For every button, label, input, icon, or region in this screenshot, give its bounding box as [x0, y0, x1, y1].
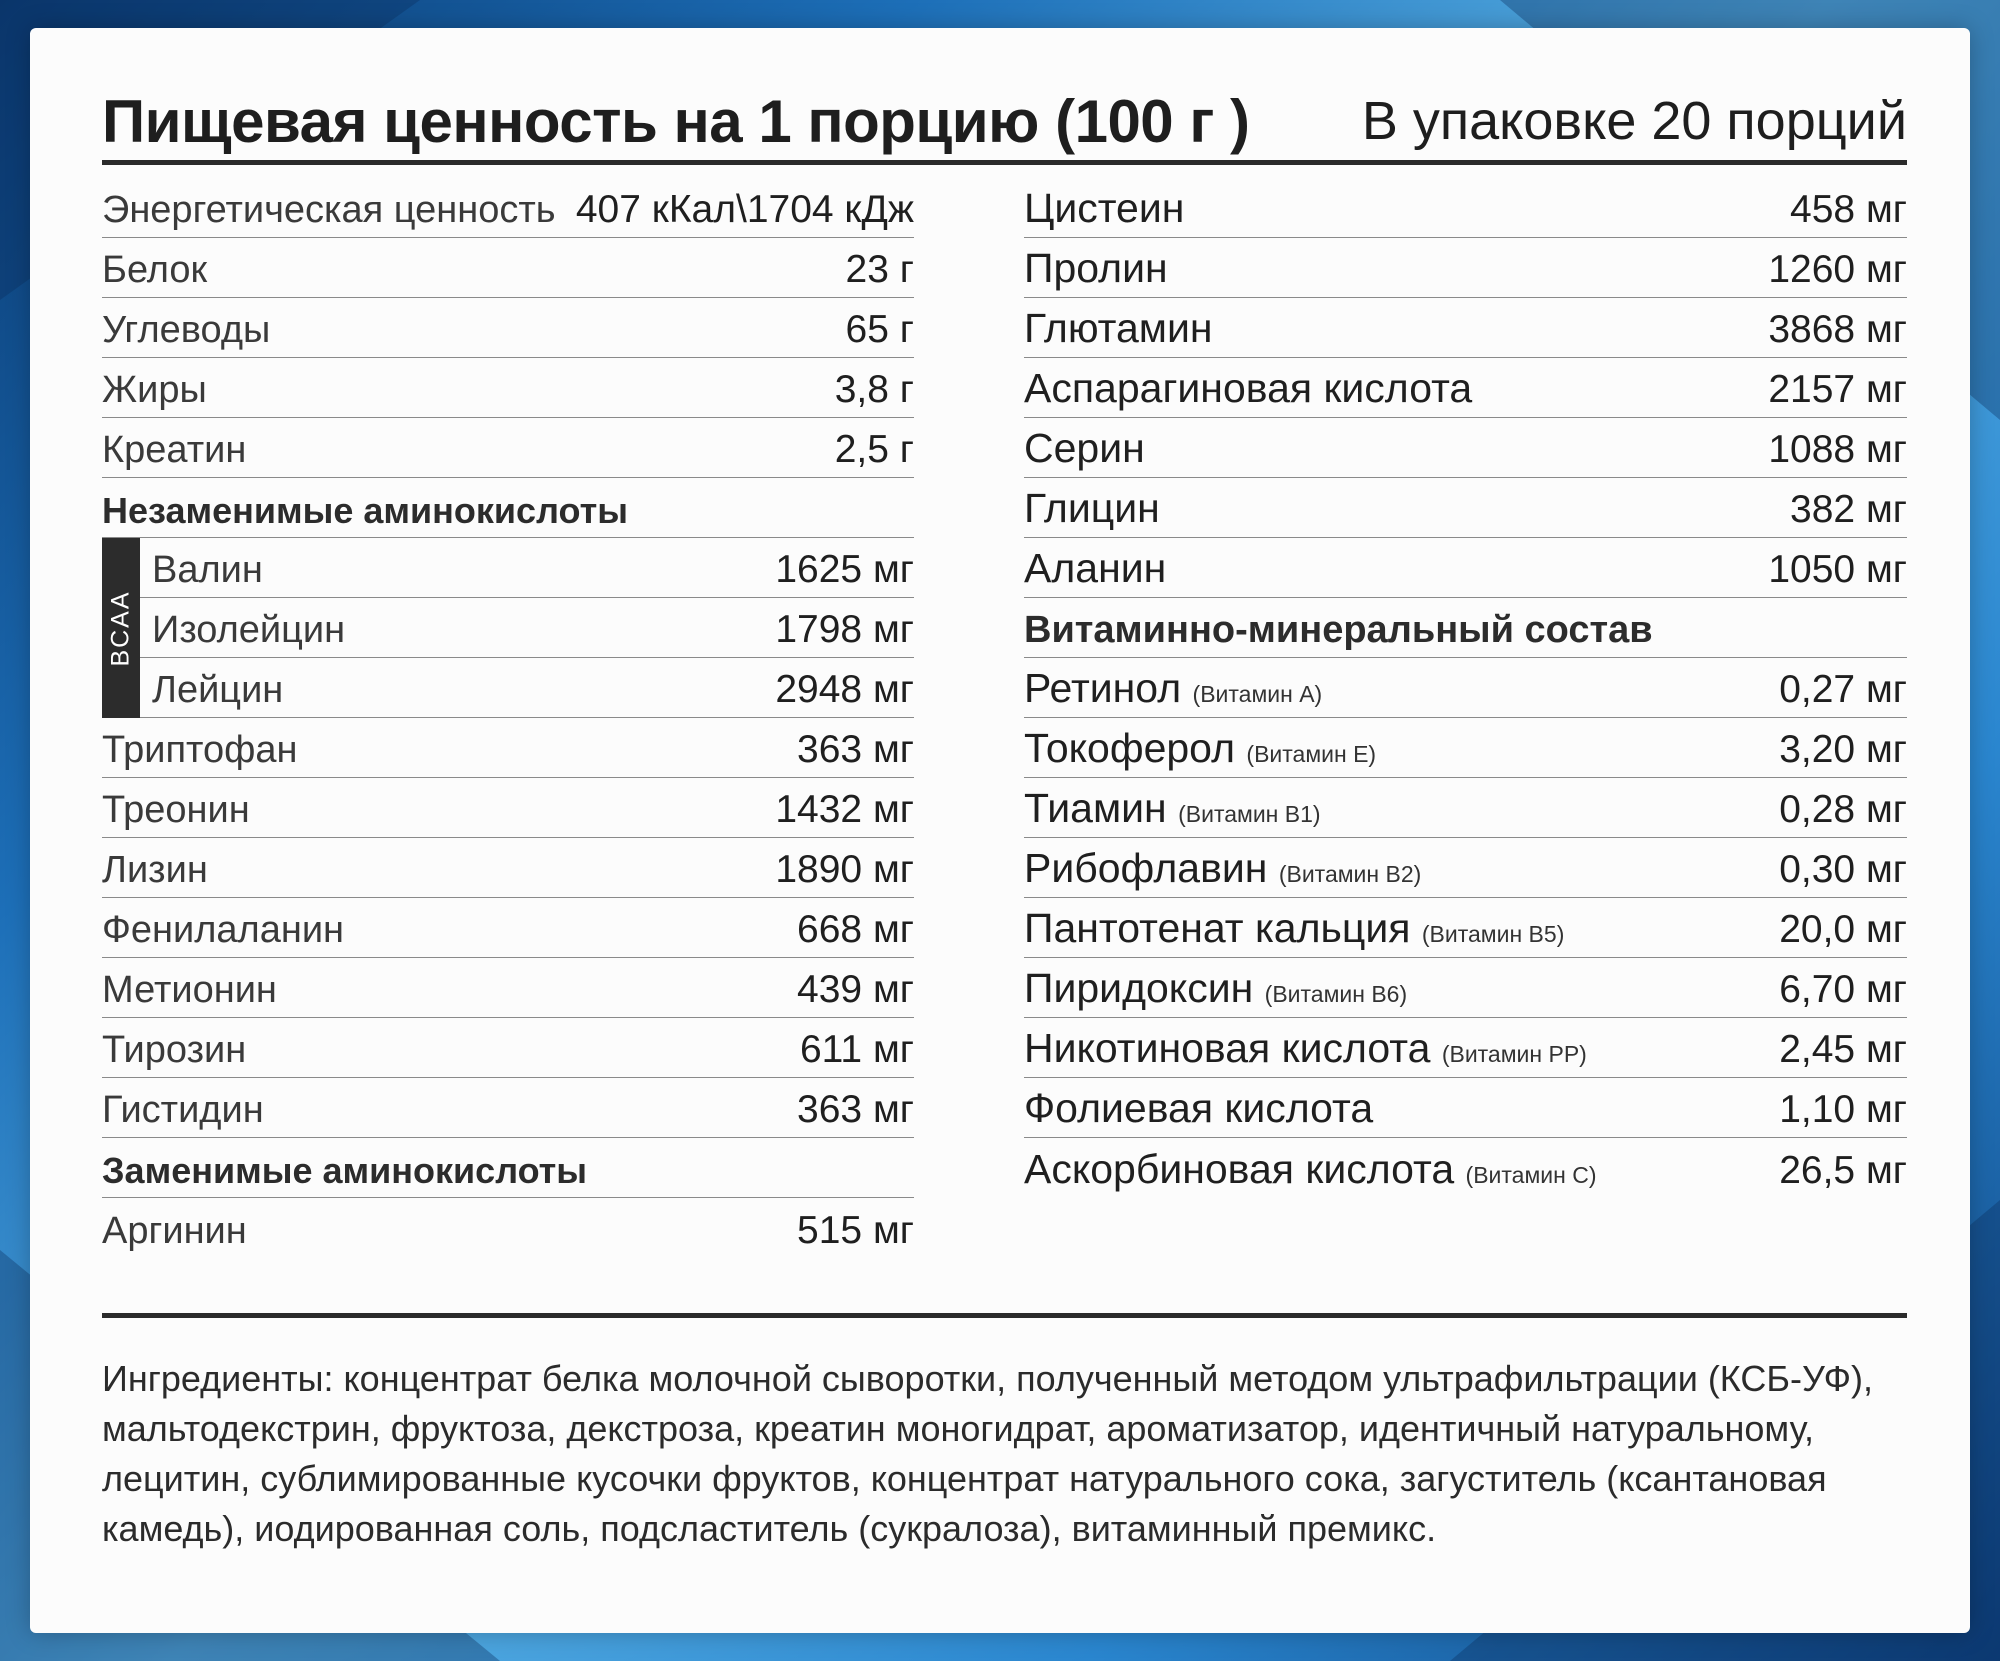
table-row [102, 178, 914, 238]
vitamin-note: (Витамин В1) [1178, 801, 1321, 827]
table-row [1024, 838, 1907, 898]
nutrient-value: 668 мг [797, 908, 914, 951]
nutrient-label: Тирозин [102, 1029, 247, 1071]
nutrient-name [1024, 1025, 1587, 1072]
table-row [1024, 778, 1907, 838]
nutrient-value: 2157 мг [1768, 368, 1907, 411]
nutrient-name [1024, 545, 1166, 592]
nutrient-label: Аргинин [102, 1210, 247, 1252]
table-row [1024, 478, 1907, 538]
nutrient-name [152, 609, 345, 652]
nutrient-name [1024, 785, 1321, 832]
table-row [102, 538, 914, 598]
nutrient-name [1024, 965, 1407, 1012]
table-row [1024, 958, 1907, 1018]
vitamin-note: (Витамин А) [1192, 681, 1323, 707]
nutrient-value: 1432 мг [775, 788, 914, 831]
nutrient-label: Рибофлавин [1024, 845, 1268, 891]
table-row [1024, 718, 1907, 778]
nutrient-value: 65 г [845, 308, 914, 351]
nutrient-value: 0,30 мг [1779, 848, 1907, 891]
table-row [1024, 238, 1907, 298]
table-row [1024, 538, 1907, 598]
nutrient-label: Цистеин [1024, 185, 1185, 231]
nutrient-label: Изолейцин [152, 609, 346, 651]
nutrient-label: Пантотенат кальция [1024, 905, 1411, 951]
nutrient-name [102, 1210, 247, 1253]
nutrient-value: 1088 мг [1768, 428, 1907, 471]
nutrient-value: 363 мг [797, 728, 914, 771]
nutrient-label: Лейцин [152, 669, 284, 711]
nutrient-value: 1625 мг [775, 548, 914, 591]
nutrient-label: Белок [102, 249, 208, 291]
vitamin-note: (Витамин РР) [1441, 1041, 1587, 1067]
nutrient-name [152, 549, 263, 592]
table-row [102, 598, 914, 658]
nutrient-label: Ретинол [1024, 665, 1182, 711]
nutrient-value: 363 мг [797, 1088, 914, 1131]
left-column [102, 178, 914, 1258]
nutrient-name [1024, 845, 1421, 892]
nutrient-label: Углеводы [102, 309, 271, 351]
nutrient-label: Гистидин [102, 1089, 264, 1131]
nutrient-name [102, 429, 246, 472]
vitamin-note: (Витамин В2) [1278, 861, 1422, 887]
nutrient-name [102, 849, 208, 892]
nutrient-name [1024, 425, 1145, 472]
nutrient-value: 1798 мг [775, 608, 914, 651]
table-row [102, 1198, 914, 1258]
nutrient-label: Аскорбиновая кислота [1024, 1146, 1455, 1192]
bcaa-label: BCAA [106, 589, 135, 667]
nutrient-name [1024, 365, 1472, 412]
nutrient-label: Фолиевая кислота [1024, 1085, 1374, 1131]
nutrient-value: 611 мг [799, 1028, 914, 1071]
label-header [102, 82, 1907, 165]
table-row [1024, 898, 1907, 958]
nutrient-name [1024, 185, 1184, 232]
nutrient-name [102, 1089, 264, 1132]
nutrient-value: 6,70 мг [1779, 968, 1907, 1011]
nutrient-value: 26,5 мг [1779, 1149, 1907, 1192]
nutrient-value: 3,8 г [834, 368, 914, 411]
nutrient-label: Тиамин [1024, 785, 1167, 831]
essential-amino-heading [102, 478, 914, 538]
nutrient-name [1024, 905, 1564, 952]
table-row [102, 778, 914, 838]
vitamin-note: (Витамин В5) [1421, 921, 1565, 947]
section-title: Заменимые аминокислоты [102, 1150, 588, 1191]
nonessential-amino-heading [102, 1138, 914, 1198]
nutrient-label: Пиридоксин [1024, 965, 1254, 1011]
table-row [102, 658, 914, 718]
ingredients-text: Ингредиенты: концентрат белка молочной сыворотки, полученный методом ультрафильтрации (КСБ-УФ), мальтодекстрин, фруктоза, декстроза, креатин моногидрат, ароматизатор, идентичный натуральному, лецитин, сублимированные кусочки фруктов, концентрат натурального сока, загуститель (ксантановая камедь), иодированная соль, подсластитель (сукралоза), витаминный премикс. [102, 1358, 1874, 1549]
table-row [102, 898, 914, 958]
nutrient-value: 20,0 мг [1779, 908, 1907, 951]
nutrient-label: Глютамин [1024, 305, 1213, 351]
vitamin-note: (Витамин Е) [1246, 741, 1377, 767]
nutrient-name [102, 1029, 246, 1072]
table-row [102, 238, 914, 298]
table-row [1024, 658, 1907, 718]
table-row [102, 298, 914, 358]
table-row [102, 718, 914, 778]
table-row [1024, 178, 1907, 238]
vitamin-note: (Витамин С) [1465, 1162, 1597, 1188]
nutrient-name [152, 669, 283, 712]
nutrient-label: Фенилаланин [102, 909, 345, 951]
nutrient-value: 2,45 мг [1779, 1028, 1907, 1071]
table-row [102, 958, 914, 1018]
nutrient-name [1024, 725, 1376, 772]
nutrient-value: 439 мг [797, 968, 914, 1011]
nutrient-label: Жиры [102, 369, 207, 411]
nutrient-name [102, 969, 277, 1012]
nutrient-value: 2948 мг [775, 668, 914, 711]
nutrient-name [1024, 485, 1160, 532]
table-row [1024, 1138, 1907, 1198]
nutrient-label: Никотиновая кислота [1024, 1025, 1431, 1071]
nutrient-name [102, 909, 344, 952]
section-title: Незаменимые аминокислоты [102, 490, 628, 531]
nutrient-name [1024, 305, 1213, 352]
right-column [1024, 178, 1907, 1198]
nutrient-label: Треонин [102, 789, 250, 831]
nutrient-label: Валин [152, 549, 263, 591]
nutrient-label: Лизин [102, 849, 208, 891]
nutrient-name [1024, 1146, 1596, 1193]
table-row [1024, 298, 1907, 358]
nutrient-label: Энергетическая ценность [102, 189, 556, 231]
nutrient-name [102, 309, 270, 352]
nutrient-value: 407 кКал\1704 кДж [575, 188, 914, 231]
bcaa-group [102, 538, 914, 718]
divider [102, 1313, 1907, 1318]
table-row [102, 418, 914, 478]
nutrient-label: Триптофан [102, 729, 298, 771]
nutrient-value: 1260 мг [1768, 248, 1907, 291]
table-row [1024, 1078, 1907, 1138]
nutrient-name [102, 369, 207, 412]
table-row [1024, 418, 1907, 478]
nutrient-label: Аспарагиновая кислота [1024, 365, 1473, 411]
nutrient-value: 382 мг [1790, 488, 1907, 531]
table-row [102, 358, 914, 418]
nutrient-value: 1,10 мг [1779, 1088, 1907, 1131]
bcaa-badge [102, 538, 140, 718]
table-row [102, 1018, 914, 1078]
nutrient-value: 515 мг [797, 1209, 914, 1252]
nutrient-label: Креатин [102, 429, 247, 471]
nutrient-value: 1890 мг [775, 848, 914, 891]
nutrient-value: 3,20 мг [1779, 728, 1907, 771]
nutrient-label: Токоферол [1024, 725, 1236, 771]
nutrient-label: Глицин [1024, 485, 1160, 531]
table-row [1024, 358, 1907, 418]
table-row [1024, 1018, 1907, 1078]
nutrient-name [102, 249, 207, 292]
servings-count: В упаковке 20 порций [1361, 91, 1907, 151]
nutrient-name [102, 789, 250, 832]
nutrient-value: 0,28 мг [1779, 788, 1907, 831]
vitamin-note: (Витамин В6) [1264, 981, 1408, 1007]
page-title: Пищевая ценность на 1 порцию (100 г ) [102, 87, 1250, 155]
nutrient-label: Серин [1024, 425, 1145, 471]
nutrient-value: 23 г [845, 248, 914, 291]
nutrient-name [1024, 245, 1168, 292]
nutrient-label: Метионин [102, 969, 277, 1011]
nutrient-label: Аланин [1024, 545, 1167, 591]
nutrient-value: 3868 мг [1768, 308, 1907, 351]
nutrient-value: 458 мг [1790, 188, 1907, 231]
table-row [102, 1078, 914, 1138]
nutrient-name [102, 189, 556, 232]
section-title: Витаминно-минеральный состав [1024, 609, 1653, 651]
vitamin-heading [1024, 598, 1907, 658]
nutrient-name [1024, 665, 1322, 712]
nutrient-value: 1050 мг [1768, 548, 1907, 591]
nutrient-name [1024, 1085, 1373, 1132]
table-row [102, 838, 914, 898]
nutrient-name [102, 729, 298, 772]
nutrient-label: Пролин [1024, 245, 1168, 291]
nutrient-value: 2,5 г [834, 428, 914, 471]
nutrient-value: 0,27 мг [1779, 668, 1907, 711]
